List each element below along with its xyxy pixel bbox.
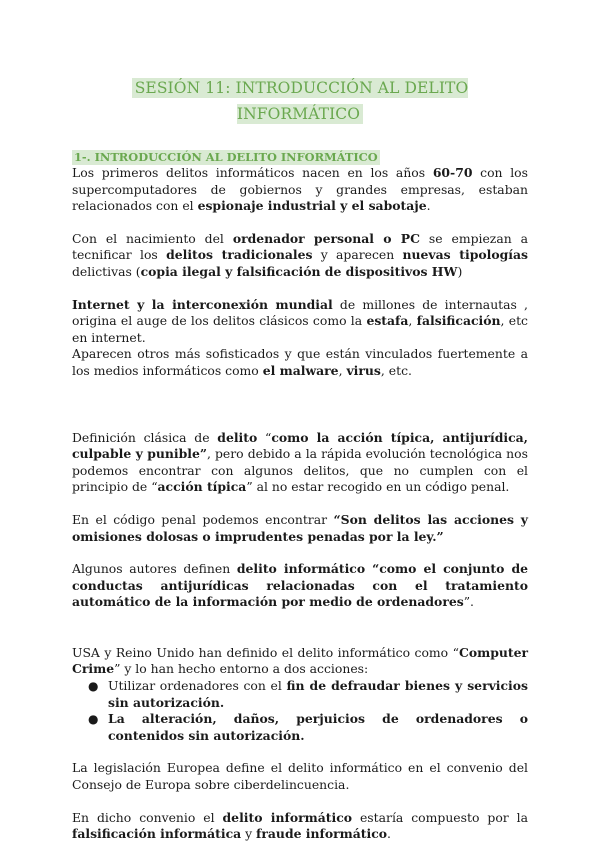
text-run: con los supercomputadores de gobiernos y grandes empresas, estaban relacionados con el bbox=[72, 165, 528, 214]
bold-run: La alteración, daños, perjuicios de ordenadores o contenidos sin autorización. bbox=[108, 711, 528, 743]
bold-run: “Son delitos las acciones y omisiones dolosas o imprudentes penadas por la ley.” bbox=[72, 511, 528, 544]
paragraph-classic-definition bbox=[72, 430, 528, 496]
text-run: La legislación Europea define el delito informático en el convenio del Consejo de Europa sobre ciberdelincuencia. bbox=[72, 760, 528, 793]
text-run: . bbox=[426, 198, 431, 214]
bold-run: fraude informático bbox=[256, 826, 388, 842]
bold-run: como la acción típica, antijurídica, culpable y punible” bbox=[72, 429, 528, 462]
text-run: Los primeros delitos informáticos nacen en los años bbox=[72, 165, 433, 180]
section-heading: 1-. INTRODUCCIÓN AL DELITO INFORMÁTICO bbox=[74, 150, 378, 164]
bold-run: 60-70 bbox=[432, 165, 473, 180]
paragraph-authors-definition bbox=[72, 561, 528, 611]
text-run: Con el nacimiento del bbox=[72, 230, 233, 246]
section-heading-wrap bbox=[72, 146, 528, 165]
paragraph-computer-crime bbox=[72, 645, 528, 678]
bold-run: virus bbox=[346, 362, 381, 378]
text-run: estaría compuesto por la bbox=[352, 809, 528, 825]
bold-run: Computer Crime bbox=[72, 644, 528, 677]
bold-run: falsificación bbox=[416, 313, 501, 329]
text-run: y bbox=[241, 826, 257, 842]
paragraph-european-law bbox=[72, 760, 528, 793]
paragraph-personal-computer bbox=[72, 231, 528, 281]
text-run: , bbox=[408, 313, 417, 329]
bold-run: ordenador personal o PC bbox=[232, 230, 420, 246]
text-run: y aparecen bbox=[312, 247, 403, 263]
list-item bbox=[88, 711, 528, 744]
paragraph-sophisticated bbox=[72, 346, 528, 379]
text-run: , pero debido a la rápida evolución tecnológica nos podemos encontrar con algunos delitos, que no cumplen con el principio de “ bbox=[72, 446, 528, 495]
text-run: se empiezan a tecnificar los bbox=[72, 230, 529, 263]
text-run: ” y lo han hecho entorno a dos acciones: bbox=[114, 661, 369, 677]
bold-run: fin de defraudar bienes y servicios sin autorización. bbox=[108, 678, 528, 710]
list-item bbox=[88, 678, 528, 711]
bold-run: el malware bbox=[262, 362, 339, 378]
bold-run: falsificación informática bbox=[72, 826, 242, 842]
actions-list bbox=[72, 678, 528, 744]
bold-run: acción típica bbox=[157, 479, 247, 495]
text-run: ”. bbox=[463, 594, 474, 610]
bold-run: delito bbox=[217, 429, 258, 445]
page-title bbox=[72, 72, 528, 124]
bold-run: delitos tradicionales bbox=[166, 247, 313, 263]
text-run: En dicho convenio el bbox=[72, 809, 223, 825]
text-run: Utilizar ordenadores con el bbox=[108, 678, 287, 694]
text-run: Algunos autores definen bbox=[72, 561, 237, 577]
bold-run: delito informático bbox=[222, 809, 353, 825]
bold-run: espionaje industrial y el sabotaje bbox=[197, 198, 427, 214]
bold-run: copia ilegal y falsificación de dispositivos HW bbox=[140, 263, 458, 279]
text-run: Aparecen otros más sofisticados y que están vinculados fuertemente a los medios informáticos como bbox=[72, 346, 528, 378]
text-run: “ bbox=[257, 429, 272, 445]
bold-run: nuevas tipologías bbox=[402, 247, 529, 263]
text-run: USA y Reino Unido han definido el delito informático como “ bbox=[72, 644, 459, 660]
text-run: . bbox=[387, 826, 391, 842]
text-run: En el código penal podemos encontrar bbox=[72, 511, 334, 527]
page-title-text: SESIÓN 11: INTRODUCCIÓN AL DELITO INFORMÁTICO bbox=[132, 78, 469, 124]
text-run: delictivas ( bbox=[72, 263, 141, 279]
bold-run: Internet y la interconexión mundial bbox=[72, 296, 333, 312]
text-run: Definición clásica de bbox=[72, 429, 218, 445]
bullet-icon: ● bbox=[88, 679, 99, 694]
text-run: , bbox=[338, 362, 347, 378]
paragraph-internet bbox=[72, 297, 528, 347]
paragraph-convention bbox=[72, 810, 528, 843]
bold-run: delito informático “como el conjunto de conductas antijurídicas relacionadas con el tratamiento automático de la información por medio de ordenadores bbox=[72, 561, 528, 610]
text-run: , etc en internet. bbox=[72, 313, 528, 345]
text-run: , etc. bbox=[380, 362, 412, 378]
bold-run: estafa bbox=[366, 313, 409, 329]
text-run: ” al no estar recogido en un código penal. bbox=[246, 479, 510, 495]
text-run: de millones de internautas , origina el auge de los delitos clásicos como la bbox=[72, 296, 528, 329]
bullet-icon: ● bbox=[88, 712, 99, 727]
paragraph-origins bbox=[72, 165, 528, 215]
text-run: ) bbox=[457, 263, 463, 279]
paragraph-penal-code bbox=[72, 512, 528, 545]
